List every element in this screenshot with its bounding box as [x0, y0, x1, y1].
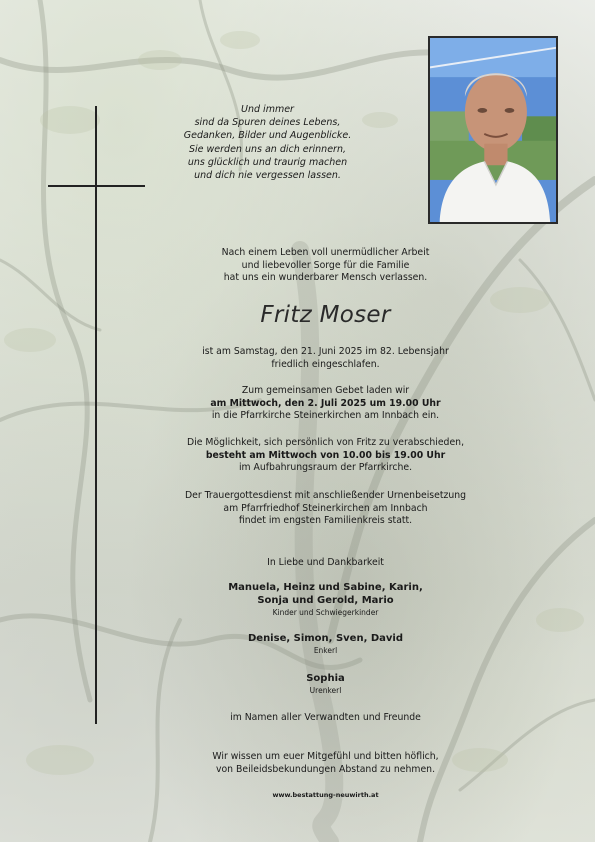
- condolence-request: [98, 751, 553, 776]
- poem-line: Und immer: [241, 104, 294, 115]
- intro-text: [98, 247, 553, 285]
- deceased-name: Fritz Moser: [260, 302, 391, 328]
- family-role: Kinder und Schwiegerkinder: [272, 608, 379, 617]
- prayer-date: am Mittwoch, den 2. Juli 2025 um 19.00 Uhr: [210, 397, 441, 409]
- funeral-line: Der Trauergottesdienst mit anschließender Urnenbeisetzung: [184, 490, 467, 501]
- family-grandchildren: [98, 632, 553, 656]
- prayer-location: in die Pfarrkirche Steinerkirchen am Innbach ein.: [211, 410, 440, 421]
- poem-line: Gedanken, Bilder und Augenblicke.: [183, 130, 352, 142]
- intro-line: hat uns ein wunderbarer Mensch verlassen.: [223, 272, 428, 283]
- death-notice: [98, 346, 553, 371]
- cross-horizontal-bar: [48, 185, 145, 187]
- funeral-line: am Pfarrfriedhof Steinerkirchen am Innbach: [223, 502, 428, 514]
- viewing-location: im Aufbahrungsraum der Pfarrkirche.: [238, 462, 413, 473]
- poem-line: sind da Spuren deines Lebens,: [194, 117, 341, 129]
- prayer-invitation: [98, 385, 553, 423]
- family-great-grandchildren: [98, 672, 553, 696]
- poem-line: und dich nie vergessen lassen.: [194, 170, 341, 182]
- family-names: Sophia: [306, 673, 345, 684]
- intro-line: und liebevoller Sorge für die Familie: [241, 259, 410, 271]
- funeral-line: findet im engsten Familienkreis statt.: [238, 515, 413, 526]
- family-role: Enkerl: [313, 646, 338, 655]
- website-link[interactable]: www.bestattung-neuwirth.at: [272, 791, 379, 799]
- portrait-photo: [428, 36, 558, 224]
- family-children: [98, 581, 553, 618]
- cross-vertical-bar: [95, 106, 97, 724]
- family-names: Sonja und Gerold, Mario: [257, 595, 394, 606]
- viewing-time: besteht am Mittwoch von 10.00 bis 19.00 Uhr: [205, 449, 446, 461]
- poem-line: Sie werden uns an dich erinnern,: [188, 143, 346, 155]
- relatives-line: im Namen aller Verwandten und Freunde: [230, 712, 421, 723]
- family-role: Urenkerl: [309, 686, 342, 695]
- memorial-poem: [150, 103, 385, 182]
- request-line: Wir wissen um euer Mitgefühl und bitten höflich,: [212, 751, 439, 762]
- poem-line: uns glücklich und traurig machen: [187, 156, 348, 168]
- closing-phrase: In Liebe und Dankbarkeit: [267, 557, 384, 568]
- viewing-line: Die Möglichkeit, sich persönlich von Fritz zu verabschieden,: [186, 437, 465, 448]
- request-line: von Beileidsbekundungen Abstand zu nehmen.: [215, 763, 436, 775]
- family-names: Denise, Simon, Sven, David: [247, 633, 404, 644]
- funeral-info: [98, 490, 553, 528]
- intro-line: Nach einem Leben voll unermüdlicher Arbeit: [221, 247, 430, 258]
- death-notice-line: friedlich eingeschlafen.: [271, 358, 380, 370]
- prayer-line: Zum gemeinsamen Gebet laden wir: [241, 385, 410, 396]
- death-notice-line: ist am Samstag, den 21. Juni 2025 im 82. Lebensjahr: [202, 346, 449, 357]
- family-names: Manuela, Heinz und Sabine, Karin,: [228, 582, 423, 593]
- viewing-info: [98, 437, 553, 475]
